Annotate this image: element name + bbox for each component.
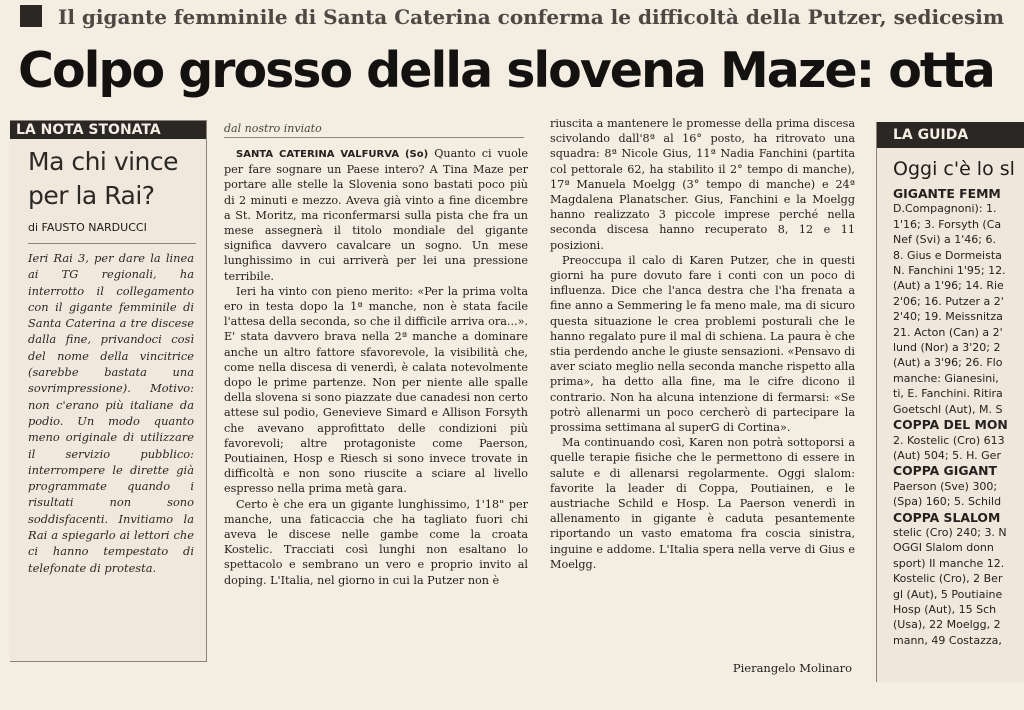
guide-result-line: 2. Kostelic (Cro) 613 [893, 433, 1005, 447]
headline: Colpo grosso della slovena Maze: otta [18, 42, 994, 99]
article-byline: dal nostro inviato [224, 121, 524, 138]
guide-result-line: (Aut) 504; 5. H. Ger [893, 448, 1001, 462]
guide-result-line: 2'06; 16. Putzer a 2' [893, 294, 1004, 308]
guide-result-line: D.Compagnoni): 1. [893, 202, 997, 216]
article-paragraph: Ieri ha vinto con pieno merito: «Per la prima volta ero in testa dopo la 1ª manche, non è stata facile l'attesa della seconda, so che il difficile arriva ora...». E' stata davvero brava nella 2ª manche a dominare anche un altro fattore sfavorevole, la visibilità che, come nella discesa di venerdì, è calata notevolmente dopo le prime partenze. Non per niente alle spalle della slovena si sono piazzate due canadesi non certo attese sul podio, Genevieve Simard e Allison Forsyth che avevano approfittato delle condizioni più favorevoli; altre protagoniste come Paerson, Poutiainen, Hosp e Riesch si sono invece trovate in difficoltà e non sono riuscite a sciare al livello espresso nella prima metà gara. [224, 284, 528, 496]
guide-lines [877, 186, 1024, 648]
article-paragraph-text: Quanto ci vuole per fare sognare un Paese intero? A Tina Maze per portare alle stelle la Slovenia sono bastati poco più di 2 minuti e mezzo. Aveva già vinto a fine dicembre a St. Moritz, ma riconfermarsi sulla pista che fra un mese assegnerà il titolo mondiale del gigante significa davvero cavalcare un sogno. Un mese lunghissimo in cui arriverà per lei una pressione terribile. [224, 147, 528, 283]
article-paragraph: riuscita a mantenere le promesse della prima discesa scivolando dall'8ª al 16° posto, ha ritrovato una squadra: 8ª Nicole Gius, 11ª Nadia Fanchini (partita col pettorale 62, ha stabilito il 2° tempo di manche), 17ª Manuela Moelgg (3° tempo di manche) e 24ª Magdalena Planatscher. Gius, Fanchini e la Moelgg hanno realizzato 3 piccole imprese perché nella seconda discesa hanno recuperato 8, 12 e 11 posizioni. [550, 117, 855, 252]
guide-result-line: 8. Gius e Dormeista [893, 248, 1002, 262]
guide-column [876, 122, 1024, 682]
guide-section-heading: COPPA GIGANT [893, 463, 997, 479]
article-column-2 [550, 116, 855, 666]
guide-tag: LA GUIDA [877, 122, 1024, 148]
guide-result-line: Paerson (Sve) 300; [893, 479, 998, 493]
guide-result-line: mann, 49 Costazza, [893, 633, 1002, 647]
kicker-square-icon [20, 5, 42, 27]
article-paragraph: Certo è che era un gigante lunghissimo, 1'18" per manche, una faticaccia che ha tagliato fuori chi aveva le discese nelle gambe come la croata Kostelic. Tracciati così lunghi non esaltano lo spettacolo e sembrano un vero e proprio invito al doping. L'Italia, nel giorno in cui la Putzer non è [224, 497, 528, 587]
guide-title: Oggi c'è lo sl [893, 158, 1015, 180]
sidebar-box [10, 120, 207, 662]
guide-result-line: (Aut) a 1'96; 14. Rie [893, 279, 1004, 293]
guide-result-line: N. Fanchini 1'95; 12. [893, 264, 1006, 278]
article-paragraph: Preoccupa il calo di Karen Putzer, che in questi giorni ha pure dovuto fare i conti con un poco di influenza. Dice che l'anca destra che l'ha frenata a fine anno a Semmering le fa meno male, ma di sicuro questa situazione le crea problemi posturali che le hanno regalato pure il mal di schiena. La paura è che stia perdendo anche le giuste sensazioni. «Pensavo di aver sciato meglio nella seconda manche rispetto alla prima», ha detto alla fine, ma le cifre dicono il contrario. Non ha alcuna intenzione di fermarsi: «Se potrò allenarmi un poco cercherò di partecipare la prossima settimana al superG di Cortina». [550, 253, 855, 435]
guide-result-line: (Aut) a 3'96; 26. Flo [893, 356, 1003, 370]
guide-result-line: Goetschl (Aut), M. S [893, 402, 1003, 416]
article-paragraph: Ma continuando così, Karen non potrà sottoporsi a quelle terapie fisiche che le permettono di essere in salute e di allenarsi regolarmente. Oggi slalom: favorite la leader di Coppa, Poutiainen, e le austriache Schild e Hosp. La Paerson venerdì in allenamento in gigante è caduta pesantemente riportando un vasto ematoma fra coscia sinistra, inguine e addome. L'Italia spera nella verve di Gius e Moelgg. [550, 436, 855, 571]
guide-result-line: stelic (Cro) 240; 3. N [893, 525, 1007, 539]
article-city: SANTA CATERINA VALFURVA (So) [236, 149, 429, 160]
kicker-text: Il gigante femminile di Santa Caterina conferma le difficoltà della Putzer, sedicesim [58, 5, 1005, 29]
guide-result-line: Nef (Svi) a 1'46; 6. [893, 233, 996, 247]
guide-result-line: ti, E. Fanchini. Ritira [893, 387, 1003, 401]
guide-result-line: lund (Nor) a 3'20; 2 [893, 341, 1001, 355]
guide-result-line: manche: Gianesini, [893, 371, 999, 385]
guide-section-heading: COPPA DEL MON [893, 417, 1008, 433]
article-signature: Pierangelo Molinaro [732, 661, 852, 675]
kicker [20, 2, 1020, 32]
guide-result-line: sport) II manche 12. [893, 556, 1005, 570]
sidebar-byline: di FAUSTO NARDUCCI [28, 221, 196, 244]
guide-result-line: (Spa) 160; 5. Schild [893, 495, 1002, 509]
guide-result-line: (Usa), 22 Moelgg, 2 [893, 618, 1001, 632]
guide-result-line: Kostelic (Cro), 2 Ber [893, 572, 1003, 586]
guide-result-line: Hosp (Aut), 15 Sch [893, 602, 997, 616]
guide-section-heading: GIGANTE FEMM [893, 186, 1001, 201]
guide-section-heading: COPPA SLALOM [893, 509, 1001, 525]
guide-result-line: OGGI Slalom donn [893, 541, 994, 555]
article-paragraph [224, 146, 528, 284]
sidebar-title: Ma chi vince per la Rai? [28, 147, 179, 210]
guide-result-line: 21. Acton (Can) a 2' [893, 325, 1003, 339]
article-column-1 [224, 146, 528, 676]
guide-result-line: 1'16; 3. Forsyth (Ca [893, 217, 1002, 231]
guide-result-line: gl (Aut), 5 Poutiaine [893, 587, 1003, 601]
sidebar-body: Ieri Rai 3, per dare la linea ai TG regionali, ha interrotto il collegamento con il gigante femminile di Santa Caterina a tre discese dalla fine, privandoci così del nome della vincitrice (sarebbe bastata una sovrimpressione). Motivo: non c'erano più italiane da podio. Un modo quanto meno originale di utilizzare il servizio pubblico: interrompere le dirette già programmate quando i risultati non sono soddisfacenti. Invitiamo la Rai a spiegarlo ai lettori che ci hanno tempestato di telefonate di protesta. [28, 251, 194, 575]
guide-result-line: 2'40; 19. Meissnitza [893, 310, 1003, 324]
sidebar-tag: LA NOTA STONATA [10, 121, 206, 139]
